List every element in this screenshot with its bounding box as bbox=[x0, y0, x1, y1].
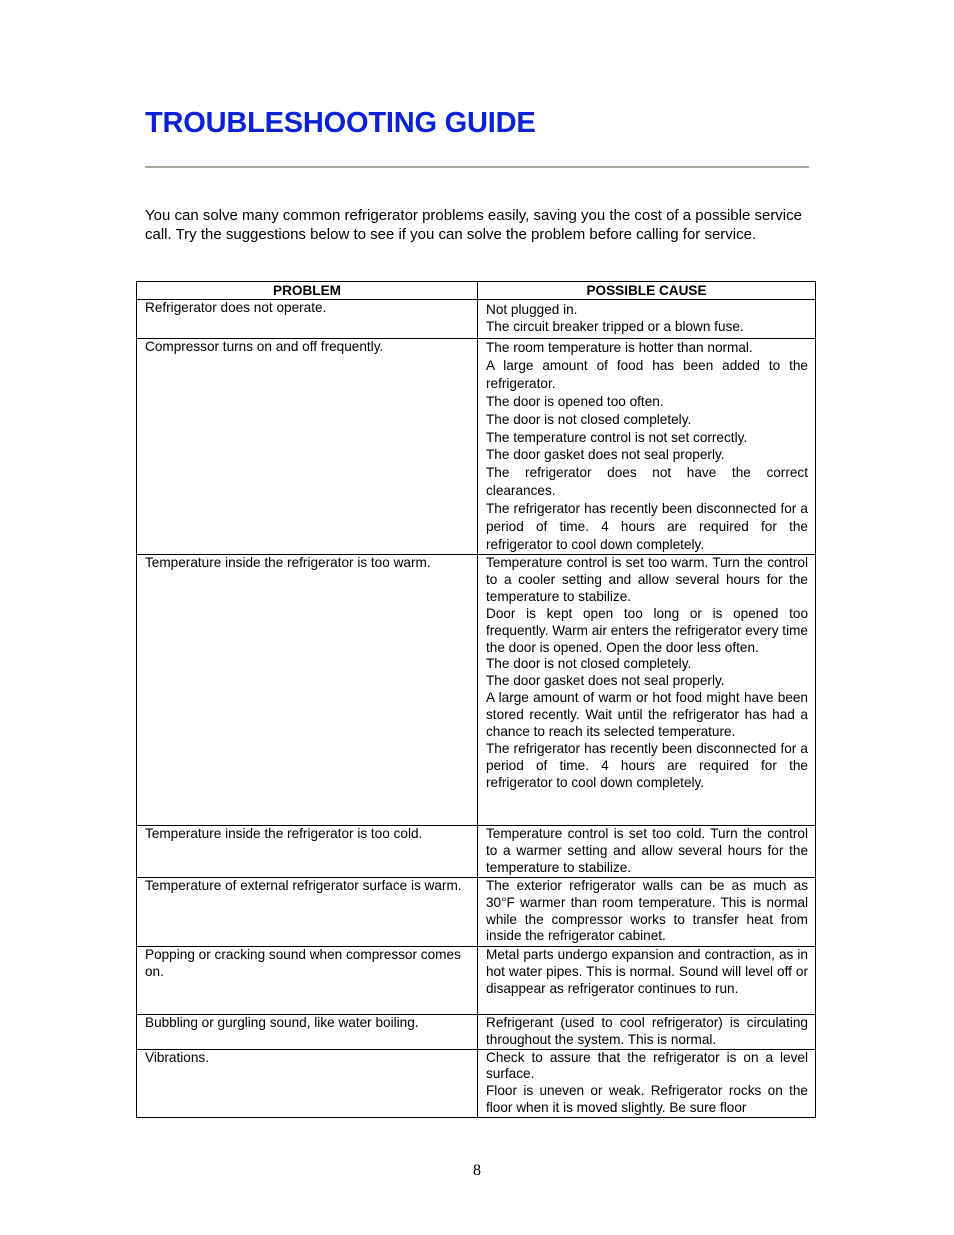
cause-cell bbox=[478, 339, 816, 555]
problem-cell: Bubbling or gurgling sound, like water boiling. bbox=[137, 1014, 478, 1049]
problem-cell: Compressor turns on and off frequently. bbox=[137, 339, 478, 555]
cause-line: Check to assure that the refrigerator is on a level surface. bbox=[486, 1049, 808, 1082]
cause-cell bbox=[478, 1014, 816, 1049]
table-row bbox=[137, 300, 816, 339]
cause-line: The door is not closed completely. bbox=[486, 411, 692, 427]
cause-line: The exterior refrigerator walls can be as much as 30°F warmer than room temperature. This is normal while the compressor works to transfer heat from inside the refrigerator cabinet. bbox=[486, 877, 808, 944]
table-row bbox=[137, 877, 816, 946]
header-possible-cause: POSSIBLE CAUSE bbox=[478, 282, 816, 300]
troubleshooting-table bbox=[136, 281, 816, 1118]
cause-line: The circuit breaker tripped or a blown fuse. bbox=[486, 318, 744, 334]
problem-cell: Refrigerator does not operate. bbox=[137, 300, 478, 339]
cause-cell bbox=[478, 555, 816, 826]
page-title: TROUBLESHOOTING GUIDE bbox=[145, 107, 536, 139]
cause-line: The door is opened too often. bbox=[486, 393, 664, 409]
table-row bbox=[137, 555, 816, 826]
cause-line: Temperature control is set too warm. Turn the control to a cooler setting and allow several hours for the temperature to stabilize. bbox=[486, 555, 808, 604]
cause-line: The refrigerator does not have the correct clearances. bbox=[486, 465, 808, 499]
cause-line: The refrigerator has recently been disconnected for a period of time. 4 hours are required for the refrigerator to cool down completely. bbox=[486, 501, 808, 552]
cause-cell bbox=[478, 1049, 816, 1118]
cause-line: A large amount of warm or hot food might have been stored recently. Wait until the refrigerator has had a chance to reach its selected temperature. bbox=[486, 690, 808, 740]
cause-line: The door gasket does not seal properly. bbox=[486, 447, 725, 463]
intro-paragraph: You can solve many common refrigerator problems easily, saving you the cost of a possible service call. Try the suggestions below to see if you can solve the problem before calling for service. bbox=[145, 207, 802, 244]
problem-cell: Temperature of external refrigerator surface is warm. bbox=[137, 877, 478, 946]
cause-line: Metal parts undergo expansion and contraction, as in hot water pipes. This is normal. Sound will level off or disappear as refrigerator continues to run. bbox=[486, 946, 808, 996]
cause-line: Door is kept open too long or is opened too frequently. Warm air enters the refrigerator every time the door is opened. Open the door less often. bbox=[486, 605, 808, 655]
cause-line: The door gasket does not seal properly. bbox=[486, 673, 725, 689]
cause-line: The door is not closed completely. bbox=[486, 656, 692, 672]
problem-cell: Vibrations. bbox=[137, 1049, 478, 1118]
header-problem: PROBLEM bbox=[137, 282, 478, 300]
cause-line: A large amount of food has been added to the refrigerator. bbox=[486, 357, 808, 391]
table-header-row bbox=[137, 282, 816, 300]
table-row bbox=[137, 339, 816, 555]
cause-cell bbox=[478, 300, 816, 339]
table-row bbox=[137, 946, 816, 1014]
cause-line: Temperature control is set too cold. Turn the control to a warmer setting and allow several hours for the temperature to stabilize. bbox=[486, 826, 808, 875]
title-divider bbox=[145, 166, 809, 168]
page-number: 8 bbox=[473, 1162, 481, 1179]
problem-cell: Temperature inside the refrigerator is too warm. bbox=[137, 555, 478, 826]
cause-line: The temperature control is not set correctly. bbox=[486, 429, 748, 445]
cause-line: Not plugged in. bbox=[486, 302, 578, 317]
cause-cell bbox=[478, 826, 816, 878]
table-row bbox=[137, 826, 816, 878]
cause-cell bbox=[478, 946, 816, 1014]
problem-cell: Popping or cracking sound when compressor comes on. bbox=[137, 946, 478, 1014]
cause-line: Refrigerant (used to cool refrigerator) is circulating throughout the system. This is normal. bbox=[486, 1014, 808, 1047]
cause-line: Floor is uneven or weak. Refrigerator rocks on the floor when it is moved slightly. Be sure floor bbox=[486, 1083, 808, 1116]
cause-line: The refrigerator has recently been disconnected for a period of time. 4 hours are required for the refrigerator to cool down completely. bbox=[486, 740, 808, 790]
cause-line: The room temperature is hotter than normal. bbox=[486, 340, 753, 355]
table-row bbox=[137, 1049, 816, 1118]
problem-cell: Temperature inside the refrigerator is too cold. bbox=[137, 826, 478, 878]
table-row bbox=[137, 1014, 816, 1049]
cause-cell bbox=[478, 877, 816, 946]
